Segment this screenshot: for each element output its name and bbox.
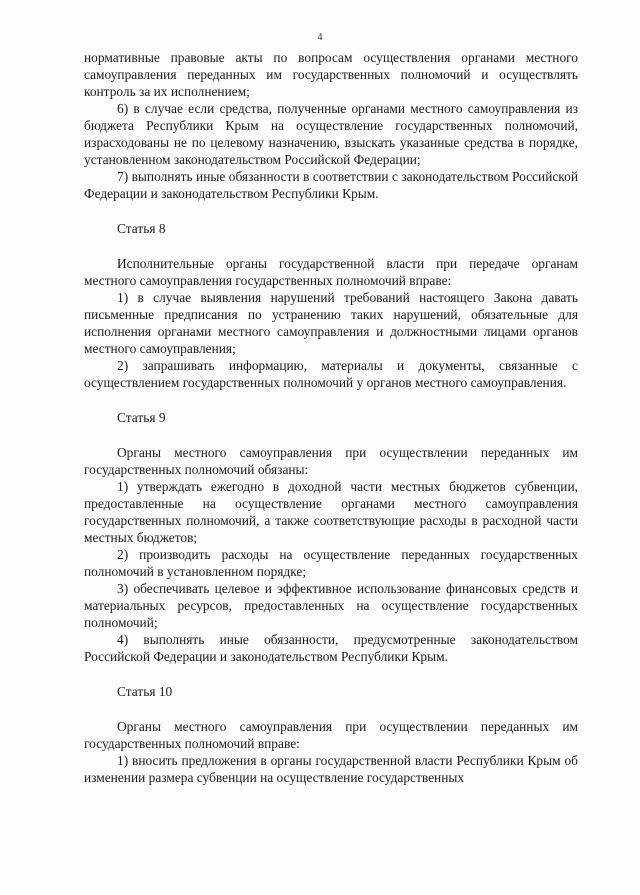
article-9-item-3: 3) обеспечивать целевое и эффективное использование финансовых средств и материальных ресурсов, предоставленных на осуществление государственных полномочий; (84, 581, 578, 630)
document-body (84, 49, 578, 786)
paragraph-item-7: 7) выполнять иные обязанности в соответствии с законодательством Российской Федерации и законодательством Республики Крым. (84, 169, 578, 201)
article-10-intro: Органы местного самоуправления при осуществлении переданных им государственных полномочий вправе: (84, 719, 578, 751)
article-8-item-1: 1) в случае выявления нарушений требований настоящего Закона давать письменные предписания по устранению таких нарушений, обязательные для исполнения органами местного самоуправления и должностными лицами органов местного самоуправления; (84, 290, 578, 356)
page-number: 4 (317, 32, 323, 43)
article-9-item-2: 2) производить расходы на осуществление переданных государственных полномочий в установленном порядке; (84, 547, 578, 579)
paragraph-continuation: нормативные правовые акты по вопросам осуществления органами местного самоуправления переданных им государственных полномочий и осуществлять контроль за их исполнением; (84, 50, 578, 99)
article-10-item-1: 1) вносить предложения в органы государственной власти Республики Крым об изменении размера субвенции на осуществление государственных (84, 753, 578, 785)
article-heading-10: Статья 10 (117, 684, 173, 699)
article-8-item-2: 2) запрашивать информацию, материалы и документы, связанные с осуществлением государственных полномочий у органов местного самоуправления. (84, 358, 578, 390)
article-9-item-1: 1) утверждать ежегодно в доходной части местных бюджетов субвенции, предоставленные на осуществление органами местного самоуправления государственных полномочий, а также соответствующие расходы в расходной части местных бюджетов; (84, 479, 578, 545)
article-8-intro: Исполнительные органы государственной власти при передаче органам местного самоуправления государственных полномочий вправе: (84, 256, 578, 288)
article-heading-9: Статья 9 (117, 410, 166, 425)
article-9-intro: Органы местного самоуправления при осуществлении переданных им государственных полномочий обязаны: (84, 445, 578, 477)
article-9-item-4: 4) выполнять иные обязанности, предусмотренные законодательством Российской Федерации и законодательством Республики Крым. (84, 632, 578, 664)
paragraph-item-6: 6) в случае если средства, полученные органами местного самоуправления из бюджета Республики Крым на осуществление государственных полномочий, израсходованы не по целевому назначению, взыскать указанные средства в порядке, установленном законодательством Российской Федерации; (84, 101, 578, 167)
article-heading-8: Статья 8 (117, 221, 166, 236)
